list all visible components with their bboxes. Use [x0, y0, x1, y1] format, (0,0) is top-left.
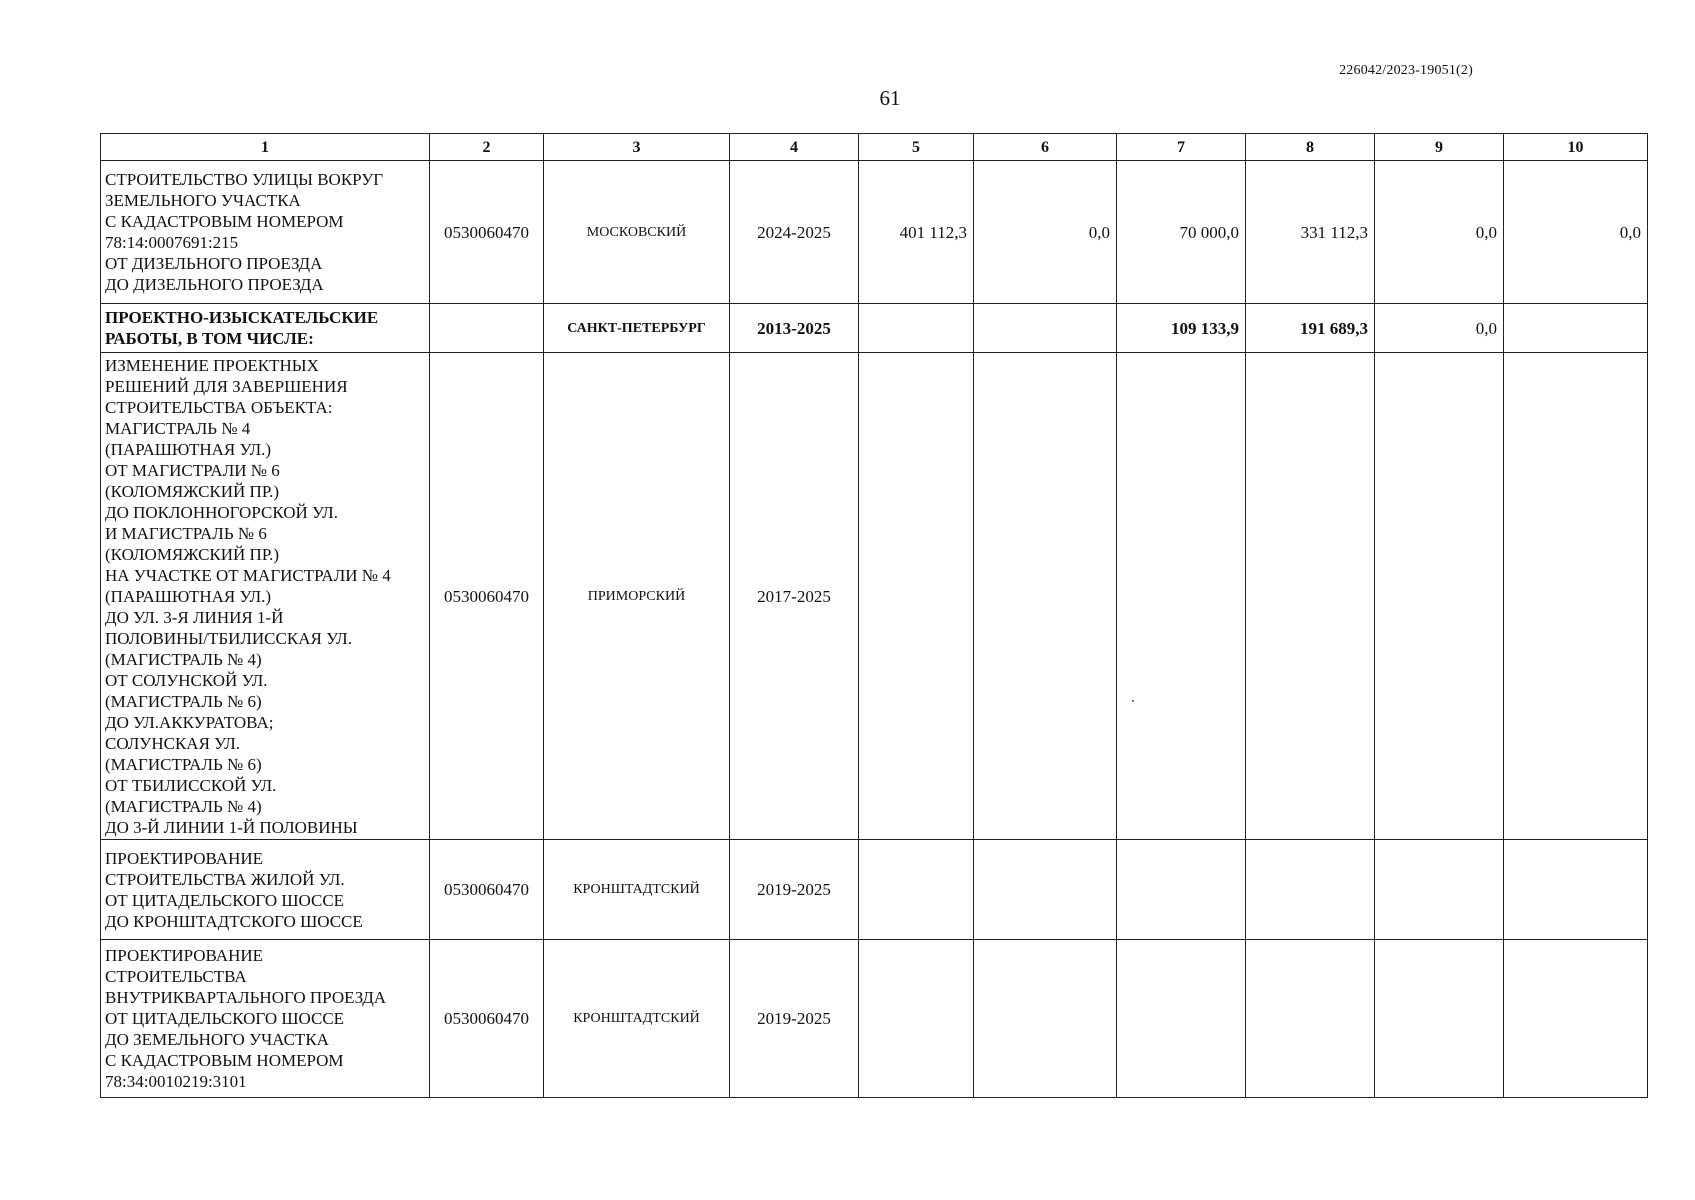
- object-name-cell: СТРОИТЕЛЬСТВО УЛИЦЫ ВОКРУГ ЗЕМЕЛЬНОГО УЧАСТКА С КАДАСТРОВЫМ НОМЕРОМ 78:14:0007691:215 ОТ ДИЗЕЛЬНОГО ПРОЕЗДА ДО ДИЗЕЛЬНОГО ПРОЕЗДА: [101, 161, 430, 304]
- value-cell-7: 70 000,0: [1117, 161, 1246, 304]
- district-cell: МОСКОВСКИЙ: [544, 161, 730, 304]
- header-cell: 3: [544, 134, 730, 161]
- value-cell-9: 0,0: [1375, 161, 1504, 304]
- code-cell: 0530060470: [430, 840, 544, 940]
- table-row: [101, 353, 1648, 840]
- table-header-row: [101, 134, 1648, 161]
- value-cell-10: 0,0: [1504, 161, 1648, 304]
- value-cell-8: 191 689,3: [1246, 304, 1375, 353]
- header-cell: 9: [1375, 134, 1504, 161]
- years-cell: 2019-2025: [730, 840, 859, 940]
- value-cell-5: [859, 304, 974, 353]
- header-cell: 10: [1504, 134, 1648, 161]
- code-cell: 0530060470: [430, 940, 544, 1098]
- years-cell: 2024-2025: [730, 161, 859, 304]
- header-cell: 1: [101, 134, 430, 161]
- district-cell: ПРИМОРСКИЙ: [544, 353, 730, 840]
- value-cell-6: 0,0: [974, 161, 1117, 304]
- object-name-cell: ПРОЕКТНО-ИЗЫСКАТЕЛЬСКИЕ РАБОТЫ, В ТОМ ЧИСЛЕ:: [101, 304, 430, 353]
- district-cell: КРОНШТАДТСКИЙ: [544, 840, 730, 940]
- value-cell-9: 0,0: [1375, 304, 1504, 353]
- code-cell: [430, 304, 544, 353]
- value-cell-8: [1246, 353, 1375, 840]
- value-cell-10: [1504, 304, 1648, 353]
- years-cell: 2013-2025: [730, 304, 859, 353]
- value-cell-7: [1117, 353, 1246, 840]
- value-cell-6: [974, 940, 1117, 1098]
- code-cell: 0530060470: [430, 353, 544, 840]
- object-name-cell: ПРОЕКТИРОВАНИЕ СТРОИТЕЛЬСТВА ЖИЛОЙ УЛ. ОТ ЦИТАДЕЛЬСКОГО ШОССЕ ДО КРОНШТАДТСКОГО ШОССЕ: [101, 840, 430, 940]
- district-cell: САНКТ-ПЕТЕРБУРГ: [544, 304, 730, 353]
- object-name-cell: ИЗМЕНЕНИЕ ПРОЕКТНЫХ РЕШЕНИЙ ДЛЯ ЗАВЕРШЕНИЯ СТРОИТЕЛЬСТВА ОБЪЕКТА: МАГИСТРАЛЬ № 4 (ПАРАШЮТНАЯ УЛ.) ОТ МАГИСТРАЛИ № 6 (КОЛОМЯЖСКИЙ ПР.) ДО ПОКЛОННОГОРСКОЙ УЛ. И МАГИСТРАЛЬ № 6 (КОЛОМЯЖСКИЙ ПР.) НА УЧАСТКЕ ОТ МАГИСТРАЛИ № 4 (ПАРАШЮТНАЯ УЛ.) ДО УЛ. 3-Я ЛИНИЯ 1-Й ПОЛОВИНЫ/ТБИЛИССКАЯ УЛ. (МАГИСТРАЛЬ № 4) ОТ СОЛУНСКОЙ УЛ. (МАГИСТРАЛЬ № 6) ДО УЛ.АККУРАТОВА; СОЛУНСКАЯ УЛ. (МАГИСТРАЛЬ № 6) ОТ ТБИЛИССКОЙ УЛ. (МАГИСТРАЛЬ № 4) ДО 3-Й ЛИНИИ 1-Й ПОЛОВИНЫ: [101, 353, 430, 840]
- code-cell: 0530060470: [430, 161, 544, 304]
- header-cell: 7: [1117, 134, 1246, 161]
- value-cell-9: [1375, 940, 1504, 1098]
- value-cell-10: [1504, 353, 1648, 840]
- header-cell: 8: [1246, 134, 1375, 161]
- value-cell-6: [974, 840, 1117, 940]
- value-cell-7: [1117, 840, 1246, 940]
- scan-speck: [1132, 700, 1134, 702]
- value-cell-6: [974, 353, 1117, 840]
- value-cell-5: [859, 353, 974, 840]
- table-row: [101, 840, 1648, 940]
- value-cell-9: [1375, 840, 1504, 940]
- value-cell-8: [1246, 940, 1375, 1098]
- value-cell-5: [859, 940, 974, 1098]
- value-cell-6: [974, 304, 1117, 353]
- value-cell-10: [1504, 840, 1648, 940]
- header-cell: 5: [859, 134, 974, 161]
- budget-table: [100, 133, 1648, 1098]
- document-id: 226042/2023-19051(2): [1339, 63, 1473, 78]
- years-cell: 2019-2025: [730, 940, 859, 1098]
- value-cell-5: 401 112,3: [859, 161, 974, 304]
- table-row: [101, 161, 1648, 304]
- table-row-summary: [101, 304, 1648, 353]
- value-cell-8: 331 112,3: [1246, 161, 1375, 304]
- value-cell-7: 109 133,9: [1117, 304, 1246, 353]
- table-row: [101, 940, 1648, 1098]
- value-cell-7: [1117, 940, 1246, 1098]
- value-cell-9: [1375, 353, 1504, 840]
- header-cell: 6: [974, 134, 1117, 161]
- value-cell-8: [1246, 840, 1375, 940]
- object-name-cell: ПРОЕКТИРОВАНИЕ СТРОИТЕЛЬСТВА ВНУТРИКВАРТАЛЬНОГО ПРОЕЗДА ОТ ЦИТАДЕЛЬСКОГО ШОССЕ ДО ЗЕМЕЛЬНОГО УЧАСТКА С КАДАСТРОВЫМ НОМЕРОМ 78:34:0010219:3101: [101, 940, 430, 1098]
- page-number: 61: [879, 86, 901, 110]
- value-cell-5: [859, 840, 974, 940]
- value-cell-10: [1504, 940, 1648, 1098]
- district-cell: КРОНШТАДТСКИЙ: [544, 940, 730, 1098]
- years-cell: 2017-2025: [730, 353, 859, 840]
- header-cell: 2: [430, 134, 544, 161]
- header-cell: 4: [730, 134, 859, 161]
